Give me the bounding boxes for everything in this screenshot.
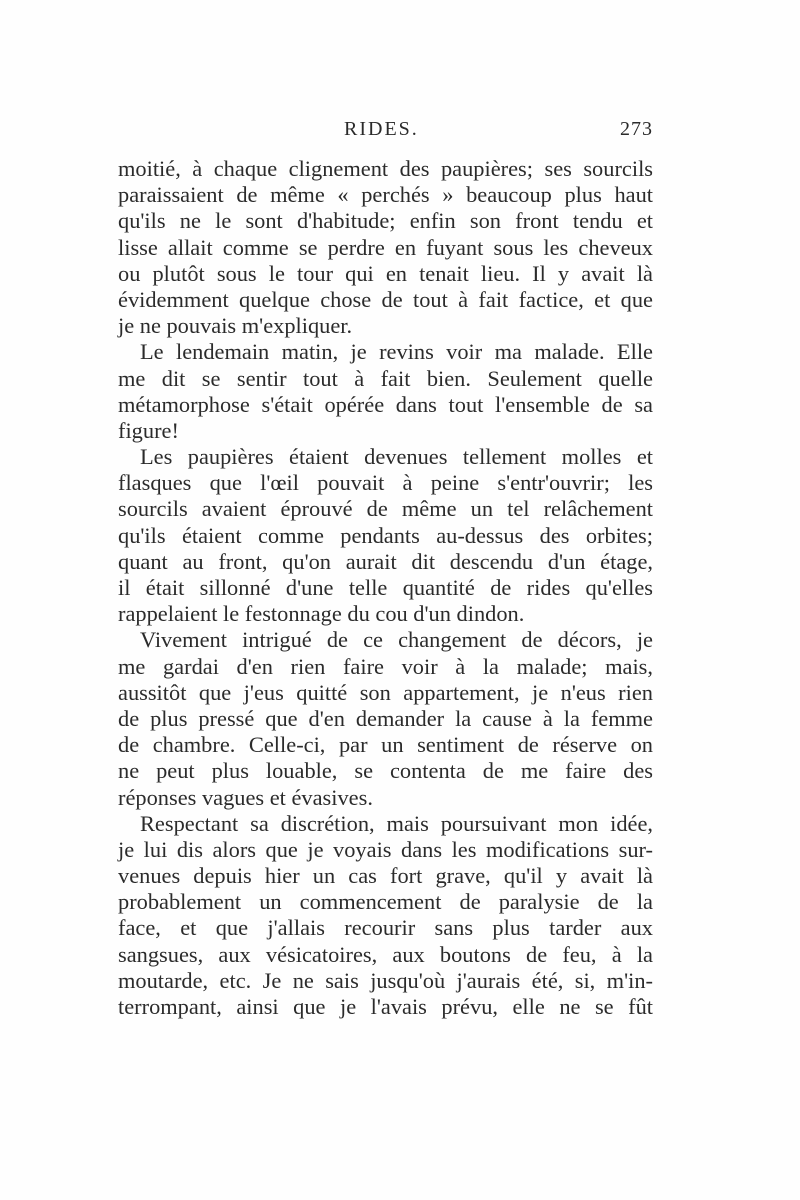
text-line: Les paupières étaient devenues tellement molles et: [140, 444, 653, 470]
text-line: qu'ils ne le sont d'habitude; enfin son front tendu et: [118, 208, 653, 234]
text-line: venues depuis hier un cas fort grave, qu'il y avait là: [118, 863, 653, 889]
text-line: Le lendemain matin, je revins voir ma malade. Elle: [140, 339, 653, 365]
text-line: métamorphose s'était opérée dans tout l'ensemble de sa: [118, 391, 653, 417]
text-line: aussitôt que j'eus quitté son appartement, je n'eus rien: [118, 679, 653, 705]
text-line: lisse allait comme se perdre en fuyant sous les cheveux: [118, 234, 653, 260]
text-line: qu'ils étaient comme pendants au-dessus des orbites;: [118, 522, 653, 548]
text-line: paraissaient de même « perchés » beaucoup plus haut: [118, 182, 653, 208]
text-line: je ne pouvais m'expliquer.: [118, 313, 353, 339]
text-line: il était sillonné d'une telle quantité de rides qu'elles: [118, 575, 653, 600]
text-line: sourcils avaient éprouvé de même un tel relâchement: [118, 496, 653, 522]
text-line: quant au front, qu'on aurait dit descendu d'un étage,: [118, 548, 653, 574]
text-line: je lui dis alors que je voyais dans les modifications sur-: [118, 836, 653, 862]
text-line: terrompant, ainsi que je l'avais prévu, elle ne se fût: [118, 994, 653, 1019]
text-line: de chambre. Celle-ci, par un sentiment de réserve on: [118, 732, 653, 758]
running-title: RIDES.: [344, 118, 419, 140]
text-line: me gardai d'en rien faire voir à la malade; mais,: [118, 653, 653, 679]
text-line: me dit se sentir tout à fait bien. Seulement quelle: [118, 365, 653, 391]
text-line: sangsues, aux vésicatoires, aux boutons de feu, à la: [118, 941, 653, 967]
text-line: de plus pressé que d'en demander la cause à la femme: [118, 705, 653, 731]
text-line: moutarde, etc. Je ne sais jusqu'où j'aurais été, si, m'in-: [118, 967, 653, 993]
text-line: Respectant sa discrétion, mais poursuivant mon idée,: [140, 810, 653, 836]
page-number: 273: [620, 118, 653, 140]
text-line: ne peut plus louable, se contenta de me faire des: [118, 758, 653, 784]
text-line: ou plutôt sous le tour qui en tenait lieu. Il y avait là: [118, 260, 653, 286]
text-line: flasques que l'œil pouvait à peine s'entr'ouvrir; les: [118, 470, 653, 496]
text-line: figure!: [118, 417, 179, 443]
text-line: évidemment quelque chose de tout à fait factice, et que: [118, 286, 653, 312]
text-line: probablement un commencement de paralysie de la: [118, 889, 653, 915]
running-header: [118, 118, 653, 148]
text-line: réponses vagues et évasives.: [118, 784, 373, 810]
text-line: Vivement intrigué de ce changement de décors, je: [140, 627, 653, 653]
body-text: [118, 156, 653, 1020]
text-line: rappelaient le festonnage du cou d'un dindon.: [118, 601, 525, 627]
text-line: face, et que j'allais recourir sans plus tarder aux: [118, 915, 653, 941]
text-line: moitié, à chaque clignement des paupières; ses sourcils: [118, 156, 653, 181]
